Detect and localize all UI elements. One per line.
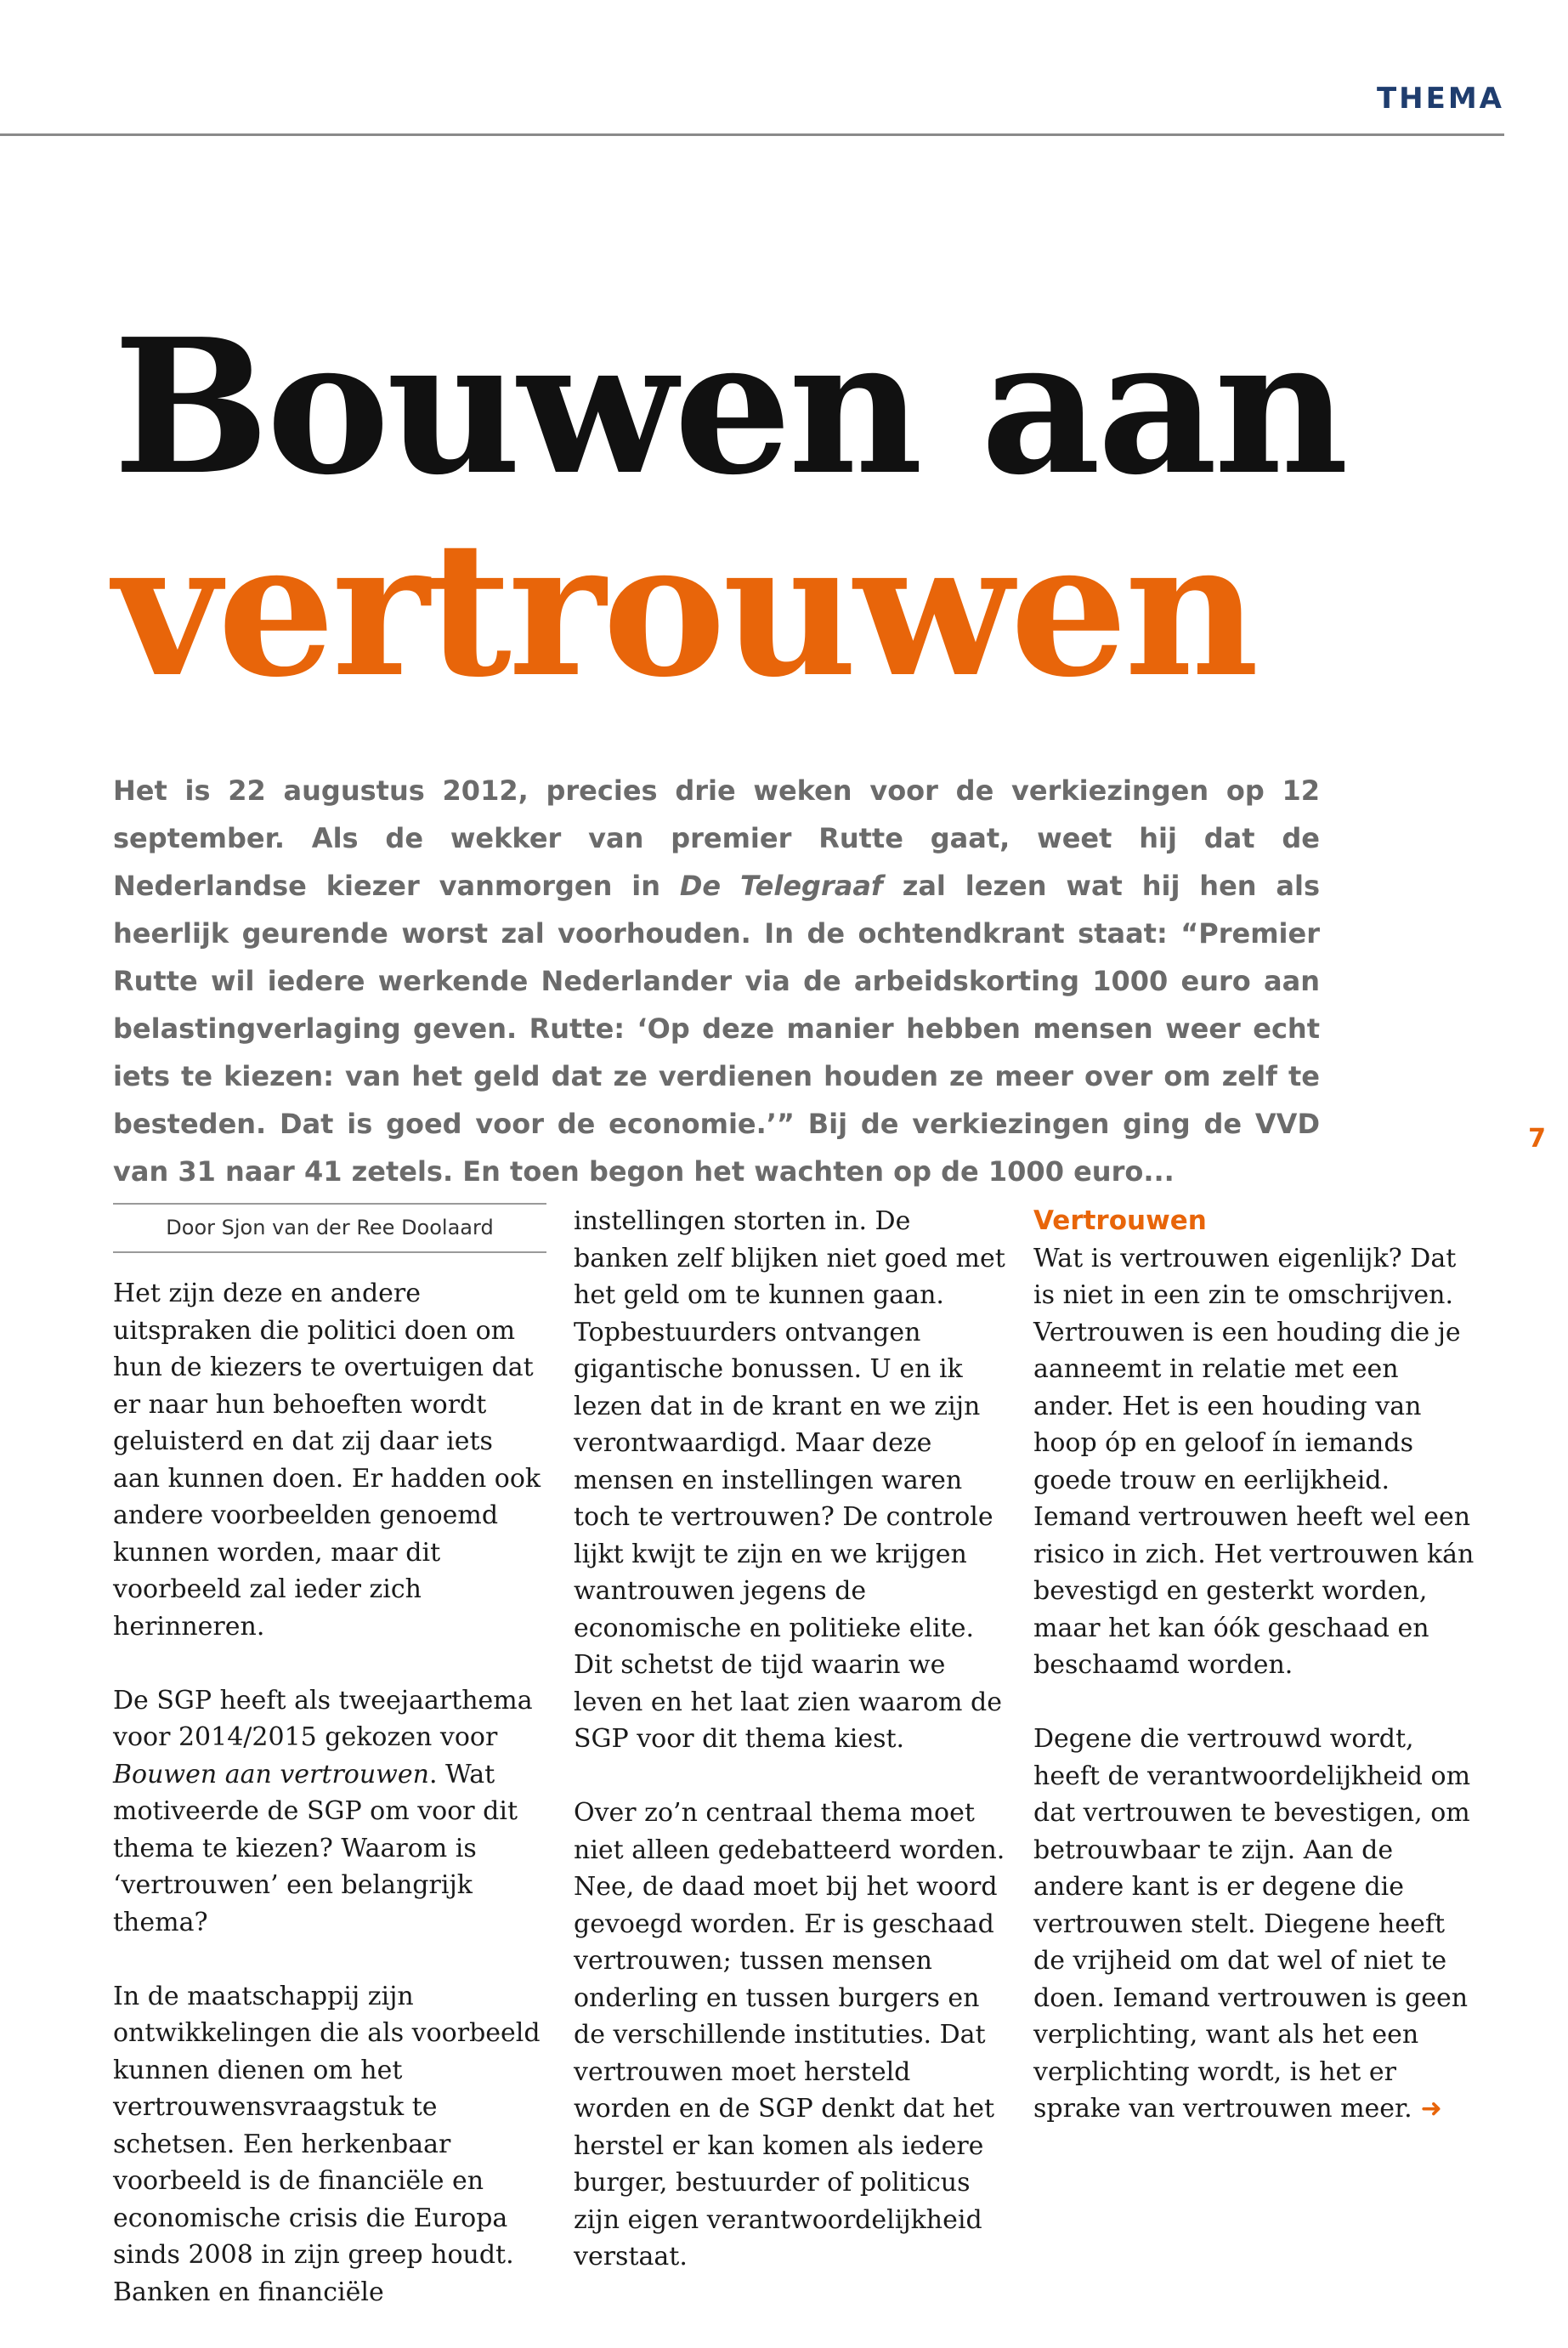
article-title (113, 298, 1345, 718)
title-line-1: Bouwen aan (113, 298, 1345, 516)
paragraph-text: De SGP heeft als tweejaarthema voor 2014/2015 gekozen voor (113, 1685, 533, 1752)
paragraph: instellingen storten in. De banken zelf blijken niet goed met het geld om te kunnen gaan. Topbestuurders ontvangen gigantische bonussen. U en ik lezen dat in de krant en we zijn verontwaardigd. Maar deze mensen en instellingen waren toch te vertrouwen? De controle lijkt kwijt te zijn en we krijgen wantrouwen jegens de economische en politieke elite. Dit schetst de tijd waarin we leven en het laat zien waarom de SGP voor dit thema kiest. (574, 1206, 1005, 1754)
section-label: THEMA (1376, 82, 1504, 116)
paragraph: Over zo’n centraal thema moet niet alleen gedebatteerd worden. Nee, de daad moet bij het woord gevoegd worden. Er is geschaad vertrouwen; tussen mensen onderling en tussen burgers en de verschillende instituties. Dat vertrouwen moet hersteld worden en de SGP denkt dat het herstel er kan komen als iedere burger, bestuurder of politicus zijn eigen verantwoordelijkheid verstaat. (574, 1798, 1005, 2271)
paragraph: Wat is vertrouwen eigenlijk? Dat is niet in een zin te omschrijven. Vertrouwen is een houding die je aanneemt in relatie met een ander. Het is een houding van hoop óp en geloof ín iemands goede trouw en eerlijkheid. Iemand vertrouwen heeft wel een risico in zich. Het vertrouwen kán bevestigd en gesterkt worden, maar het kan óók geschaad en beschaamd worden. (1033, 1243, 1475, 1680)
byline: Door Sjon van der Ree Doolaard (166, 1215, 494, 1239)
column-1 (113, 1203, 546, 2348)
intro-text-1: Het is 22 augustus 2012, precies drie weken voor de verkiezingen op 12 september. Als de wekker van premier Rutte gaat, weet hij dat de Nederlandse kiezer vanmorgen in (113, 774, 1320, 902)
subheading: Vertrouwen (1033, 1205, 1207, 1236)
paragraph (1033, 1721, 1475, 2128)
paragraph-text: Degene die vertrouwd wordt, heeft de verantwoordelijkheid om dat vertrouwen te bevestigen, om betrouwbaar te zijn. Aan de andere kant is er degene die vertrouwen stelt. Diegene heeft de vrijheid om dat wel of niet te doen. Iemand vertrouwen is geen verplichting, want als het een verplichting wordt, is het er sprake van vertrouwen meer. (1033, 1724, 1471, 2124)
title-line-2: vertrouwen (113, 501, 1256, 718)
column-3 (1033, 1203, 1475, 2164)
page-number: 7 (1528, 1124, 1546, 1154)
column-2 (574, 1203, 1007, 2312)
paragraph (113, 1682, 546, 1942)
continue-arrow-icon: ➜ (1420, 2094, 1442, 2124)
intro-text-2: zal lezen wat hij hen als heerlijk geurende worst zal voorhouden. In de ochtendkrant staat: “Premier Rutte wil iedere werkende Nederlander via de arbeidskorting 1000 euro aan belastingverlaging geven. Rutte: ‘Op deze manier hebben mensen weer echt iets te kiezen: van het geld dat ze verdienen houden ze meer over om zelf te besteden. Dat is goed voor de economie.’” Bij de verkiezingen ging de VVD van 31 naar 41 zetels. En toen begon het wachten op de 1000 euro... (113, 870, 1321, 1188)
theme-name: Bouwen aan vertrouwen (113, 1759, 429, 1789)
paragraph: In de maatschappij zijn ontwikkelingen die als voorbeeld kunnen dienen om het vertrouwensvraagstuk te schetsen. Een herkenbaar voorbeeld is de financiële en economische crisis die Europa sinds 2008 in zijn greep houdt. Banken en financiële (113, 1981, 541, 2307)
intro-source: De Telegraaf (679, 870, 883, 902)
byline-box (113, 1203, 546, 1253)
intro-lead (113, 767, 1320, 1195)
header-rule (0, 133, 1504, 136)
paragraph-text: . Wat motiveerde de SGP om voor dit thema te kiezen? Waarom is ‘vertrouwen’ een belangrijk thema? (113, 1759, 518, 1937)
paragraph: Het zijn deze en andere uitspraken die politici doen om hun de kiezers te overtuigen dat er naar hun behoeften wordt geluisterd en dat zij daar iets aan kunnen doen. Er hadden ook andere voorbeelden genoemd kunnen worden, maar dit voorbeeld zal ieder zich herinneren. (113, 1279, 541, 1642)
